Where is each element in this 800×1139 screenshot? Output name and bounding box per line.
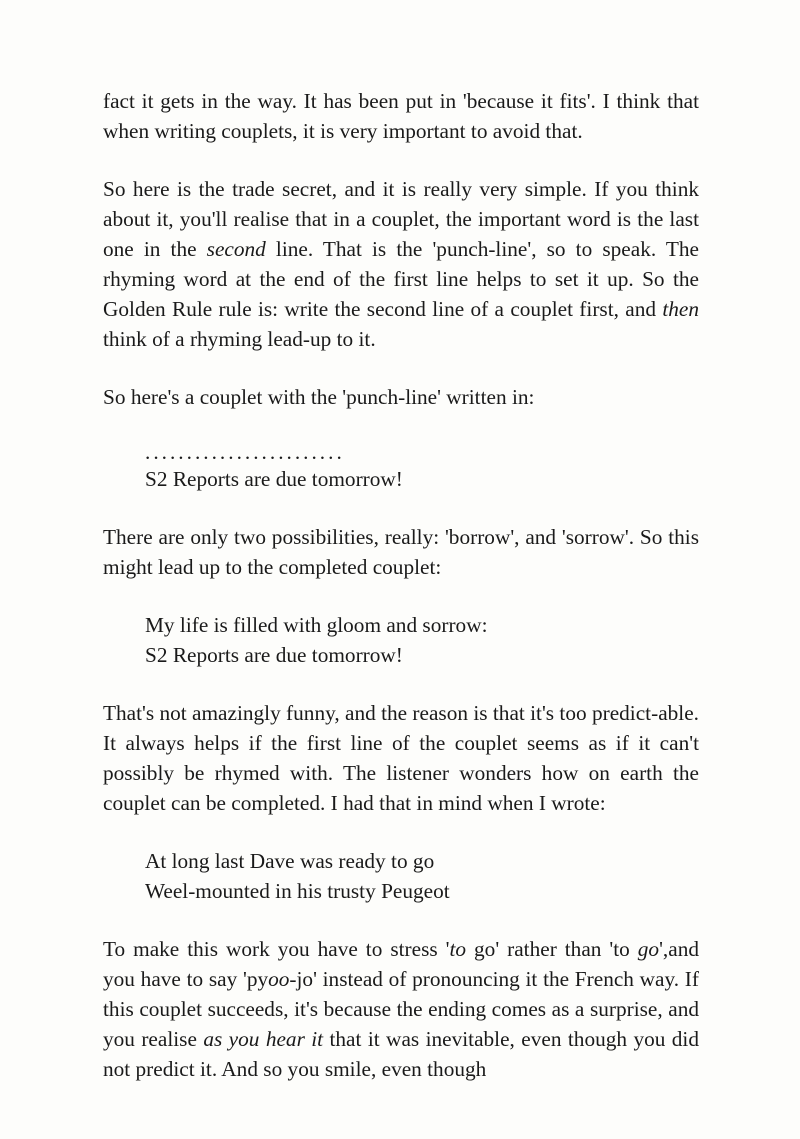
- paragraph-text: There are only two possibilities, really: 'borrow', and 'sorrow'. So this might lead up to the completed couplet:: [103, 525, 699, 579]
- paragraph-1: [103, 86, 699, 146]
- emphasis-text: go: [637, 937, 660, 961]
- paragraph-text: So here's a couplet with the 'punch-line' written in:: [103, 385, 535, 409]
- paragraph-text: fact it gets in the way. It has been put in 'because it fits'. I think that when writing couplets, it is very important to avoid that.: [103, 89, 699, 143]
- paragraph-text: line. That is the 'punch-line', so to speak. The rhyming word at the end of the first line helps to set it up. So the Golden Rule rule is: write the second line of a couplet first, and: [103, 237, 699, 321]
- blank-line-dots: ........................: [145, 440, 345, 464]
- couplet-line: S2 Reports are due tomorrow!: [145, 643, 403, 667]
- paragraph-text: ',and you have to say 'py: [103, 937, 699, 991]
- paragraph-5: [103, 698, 699, 818]
- couplet-2: [145, 610, 699, 670]
- emphasis-text: oo: [268, 967, 290, 991]
- paragraph-text: go' rather than 'to: [466, 937, 638, 961]
- paragraph-6: [103, 934, 699, 1084]
- paragraph-text: -jo' instead of pronouncing it the French way. If this couplet succeeds, it's because the ending comes as a surprise, and you realise: [103, 967, 699, 1051]
- emphasis-text: to: [449, 937, 467, 961]
- couplet-line: S2 Reports are due tomorrow!: [145, 467, 403, 491]
- paragraph-text: that it was inevitable, even though you did not predict it. And so you smile, even though: [103, 1027, 699, 1081]
- couplet-line: At long last Dave was ready to go: [145, 849, 435, 873]
- paragraph-text: That's not amazingly funny, and the reason is that it's too predict-able. It always helps if the first line of the couplet seems as if it can't possibly be rhymed with. The listener wonders how on earth the couplet can be completed. I had that in mind when I wrote:: [103, 701, 699, 815]
- couplet-line: My life is filled with gloom and sorrow:: [145, 613, 488, 637]
- paragraph-4: [103, 522, 699, 582]
- couplet-line: Weel-mounted in his trusty Peugeot: [145, 879, 450, 903]
- paragraph-text: So here is the trade secret, and it is really very simple. If you think about it, you'll realise that in a couplet, the important word is the last one in the: [103, 177, 699, 261]
- couplet-3: [145, 846, 699, 906]
- emphasis-text: as you hear it: [203, 1027, 324, 1051]
- couplet-1: [145, 440, 699, 494]
- emphasis-text: then: [662, 297, 699, 321]
- paragraph-text: To make this work you have to stress ': [103, 937, 450, 961]
- document-page: [103, 86, 699, 1112]
- paragraph-3: [103, 382, 699, 412]
- paragraph-text: think of a rhyming lead-up to it.: [103, 327, 376, 351]
- emphasis-text: second: [206, 237, 266, 261]
- paragraph-2: [103, 174, 699, 354]
